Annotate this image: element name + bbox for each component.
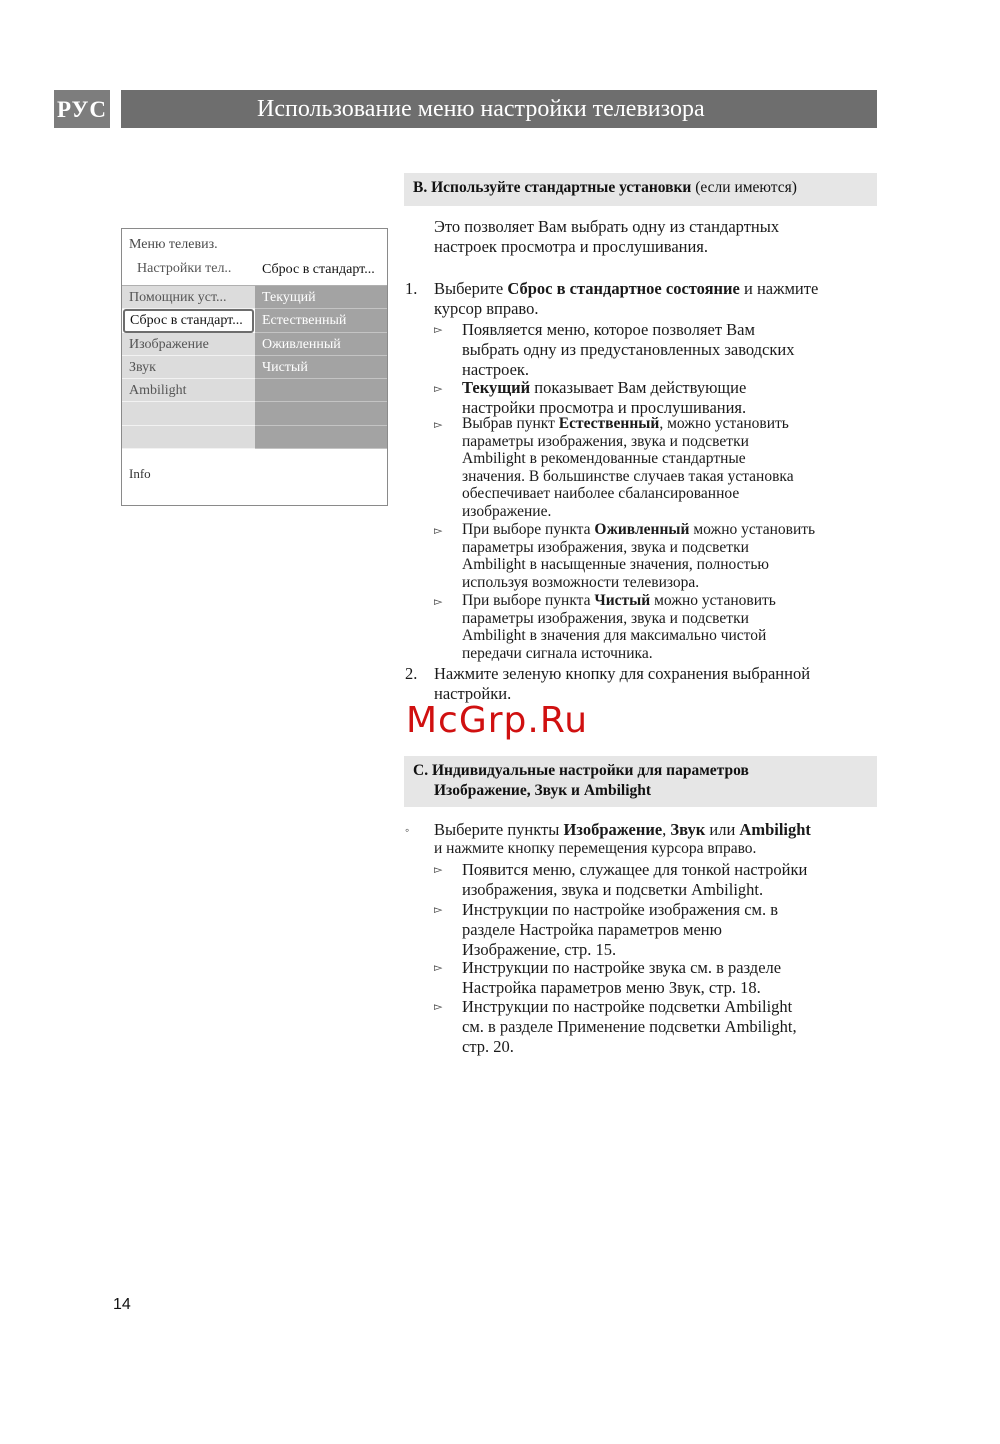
- text-line: используя возможности телевизора.: [462, 573, 700, 591]
- section-c-header: [404, 756, 877, 807]
- menu-option: Чистый: [255, 356, 387, 379]
- triangle-bullet-icon: ▻: [434, 324, 443, 336]
- text-run: или: [705, 820, 740, 839]
- text-line: изображения, звука и подсветки Ambilight.: [462, 880, 764, 899]
- language-tab: РУС: [54, 90, 110, 128]
- text-bold: Текущий: [462, 378, 531, 397]
- menu-item: Изображение: [122, 333, 255, 356]
- menu-item: Ambilight: [122, 379, 255, 402]
- text-line: Изображение, стр. 15.: [462, 940, 617, 959]
- text-bold: Естественный: [558, 415, 660, 432]
- text-line: настроек.: [462, 360, 530, 379]
- bullet-c4: [462, 997, 797, 1057]
- menu-option: [255, 379, 387, 402]
- step-number: 2.: [405, 664, 418, 683]
- text-line: настроек просмотра и прослушивания.: [434, 237, 709, 256]
- text-line: Инструкции по настройке звука см. в разделе: [462, 958, 782, 977]
- title-bar: [121, 90, 877, 128]
- text-line: Появится меню, служащее для тонкой настройки: [462, 860, 808, 879]
- triangle-bullet-icon: ▻: [434, 962, 443, 974]
- text-run: , можно установить: [659, 415, 789, 432]
- bullet-c1: [462, 860, 807, 900]
- triangle-bullet-icon: ▻: [434, 864, 443, 876]
- text-bold: Изображение: [563, 820, 663, 839]
- menu-option: Текущий: [255, 286, 387, 309]
- menu-option: Естественный: [255, 309, 387, 332]
- bullet-b2: [462, 378, 746, 418]
- page-number: 14: [113, 1296, 131, 1313]
- text-line: настройки просмотра и прослушивания.: [462, 398, 747, 417]
- text-bold: Сброс в стандартное состояние: [507, 279, 740, 298]
- menu-option: [255, 402, 387, 425]
- page-title: Использование меню настройки телевизора: [257, 96, 705, 122]
- bullet-b4: [462, 521, 815, 591]
- text-run: можно установить: [689, 521, 816, 538]
- menu-subtitle: Настройки тел..: [137, 261, 232, 276]
- text-line: Ambilight в рекомендованные стандартные: [462, 450, 746, 468]
- section-c-title-line: Изображение, Звук и Ambilight: [434, 782, 652, 799]
- triangle-bullet-icon: ▻: [434, 596, 443, 608]
- text-line: стр. 20.: [462, 1037, 514, 1056]
- text-line: обеспечивает наиболее сбалансированное: [462, 485, 740, 503]
- section-b-title-bold: Используйте стандартные установки: [431, 179, 692, 196]
- text-line: настройки.: [434, 684, 512, 703]
- text-line: Появляется меню, которое позволяет Вам: [462, 320, 755, 339]
- text-line: Ambilight в значения для максимально чистой: [462, 627, 767, 645]
- triangle-bullet-icon: ▻: [434, 419, 443, 431]
- step-2-text: [434, 664, 810, 704]
- bullet-b5: [462, 592, 776, 662]
- text-line: значения. В большинстве случаев такая установка: [462, 467, 794, 485]
- bullet-c3: [462, 958, 781, 998]
- text-bold: Ambilight: [739, 820, 811, 839]
- triangle-bullet-icon: ▻: [434, 904, 443, 916]
- text-bold: Оживленный: [594, 521, 690, 538]
- menu-option: Оживленный: [255, 333, 387, 356]
- bullet-b1: [462, 320, 794, 380]
- text-line: передачи сигнала источника.: [462, 644, 653, 662]
- triangle-bullet-icon: ▻: [434, 525, 443, 537]
- section-b-title-rest: (если имеются): [691, 179, 797, 196]
- text-line: выбрать одну из предустановленных заводских: [462, 340, 795, 359]
- text-line: Инструкции по настройке изображения см. в: [462, 900, 779, 919]
- text-run: и нажмите: [739, 279, 819, 298]
- text-line: Ambilight в насыщенные значения, полностью: [462, 556, 769, 574]
- menu-item: [122, 402, 255, 425]
- menu-item-selected: Сброс в стандарт...: [123, 309, 254, 332]
- text-line: курсор вправо.: [434, 299, 539, 318]
- menu-option: [255, 426, 387, 449]
- section-b-intro: [434, 217, 779, 257]
- text-bold: Звук: [670, 820, 706, 839]
- text-run: Выберите пункты: [434, 820, 564, 839]
- watermark: McGrp.Ru: [406, 700, 589, 741]
- triangle-bullet-icon: ▻: [434, 1001, 443, 1013]
- text-line: изображение.: [462, 502, 552, 520]
- menu-header-right: Сброс в стандарт...: [262, 262, 375, 277]
- text-line: см. в разделе Применение подсветки Ambilight,: [462, 1017, 797, 1036]
- text-line: параметры изображения, звука и подсветки: [462, 538, 749, 556]
- circle-bullet-icon: ◦: [405, 823, 410, 837]
- menu-item: Звук: [122, 356, 255, 379]
- menu-right-column: [255, 286, 387, 449]
- text-line: параметры изображения, звука и подсветки: [462, 609, 749, 627]
- text-line: Настройка параметров меню Звук, стр. 18.: [462, 978, 761, 997]
- step-number: 1.: [405, 279, 418, 298]
- section-c-intro: [434, 820, 811, 858]
- section-c-letter: C.: [413, 762, 429, 779]
- bullet-c2: [462, 900, 778, 960]
- menu-item: Помощник уст...: [122, 286, 255, 309]
- menu-info: Info: [129, 466, 151, 481]
- text-line: разделе Настройка параметров меню: [462, 920, 722, 939]
- text-run: показывает Вам действующие: [530, 378, 747, 397]
- text-run: ,: [662, 820, 671, 839]
- text-bold: Чистый: [594, 592, 651, 609]
- text-line: и нажмите кнопку перемещения курсора вправо.: [434, 840, 757, 857]
- triangle-bullet-icon: ▻: [434, 383, 443, 395]
- bullet-b3: [462, 415, 794, 521]
- section-b-letter: B.: [413, 179, 428, 196]
- text-run: Выберите: [434, 279, 508, 298]
- text-run: Выбрав пункт: [462, 415, 559, 432]
- text-line: Инструкции по настройке подсветки Ambilight: [462, 997, 793, 1016]
- section-b-header: [404, 173, 877, 206]
- text-line: Это позволяет Вам выбрать одну из стандартных: [434, 217, 780, 236]
- section-c-title-line: Индивидуальные настройки для параметров: [431, 762, 749, 779]
- text-run: можно установить: [650, 592, 776, 609]
- text-line: параметры изображения, звука и подсветки: [462, 432, 749, 450]
- menu-left-column: [122, 286, 255, 449]
- step-1-text: [434, 279, 818, 319]
- text-line: Нажмите зеленую кнопку для сохранения выбранной: [434, 664, 811, 683]
- menu-item: [122, 426, 255, 449]
- text-run: При выборе пункта: [462, 592, 595, 609]
- menu-title: Меню телевиз.: [129, 237, 218, 252]
- tv-menu-illustration: [121, 228, 388, 506]
- text-run: При выборе пункта: [462, 521, 595, 538]
